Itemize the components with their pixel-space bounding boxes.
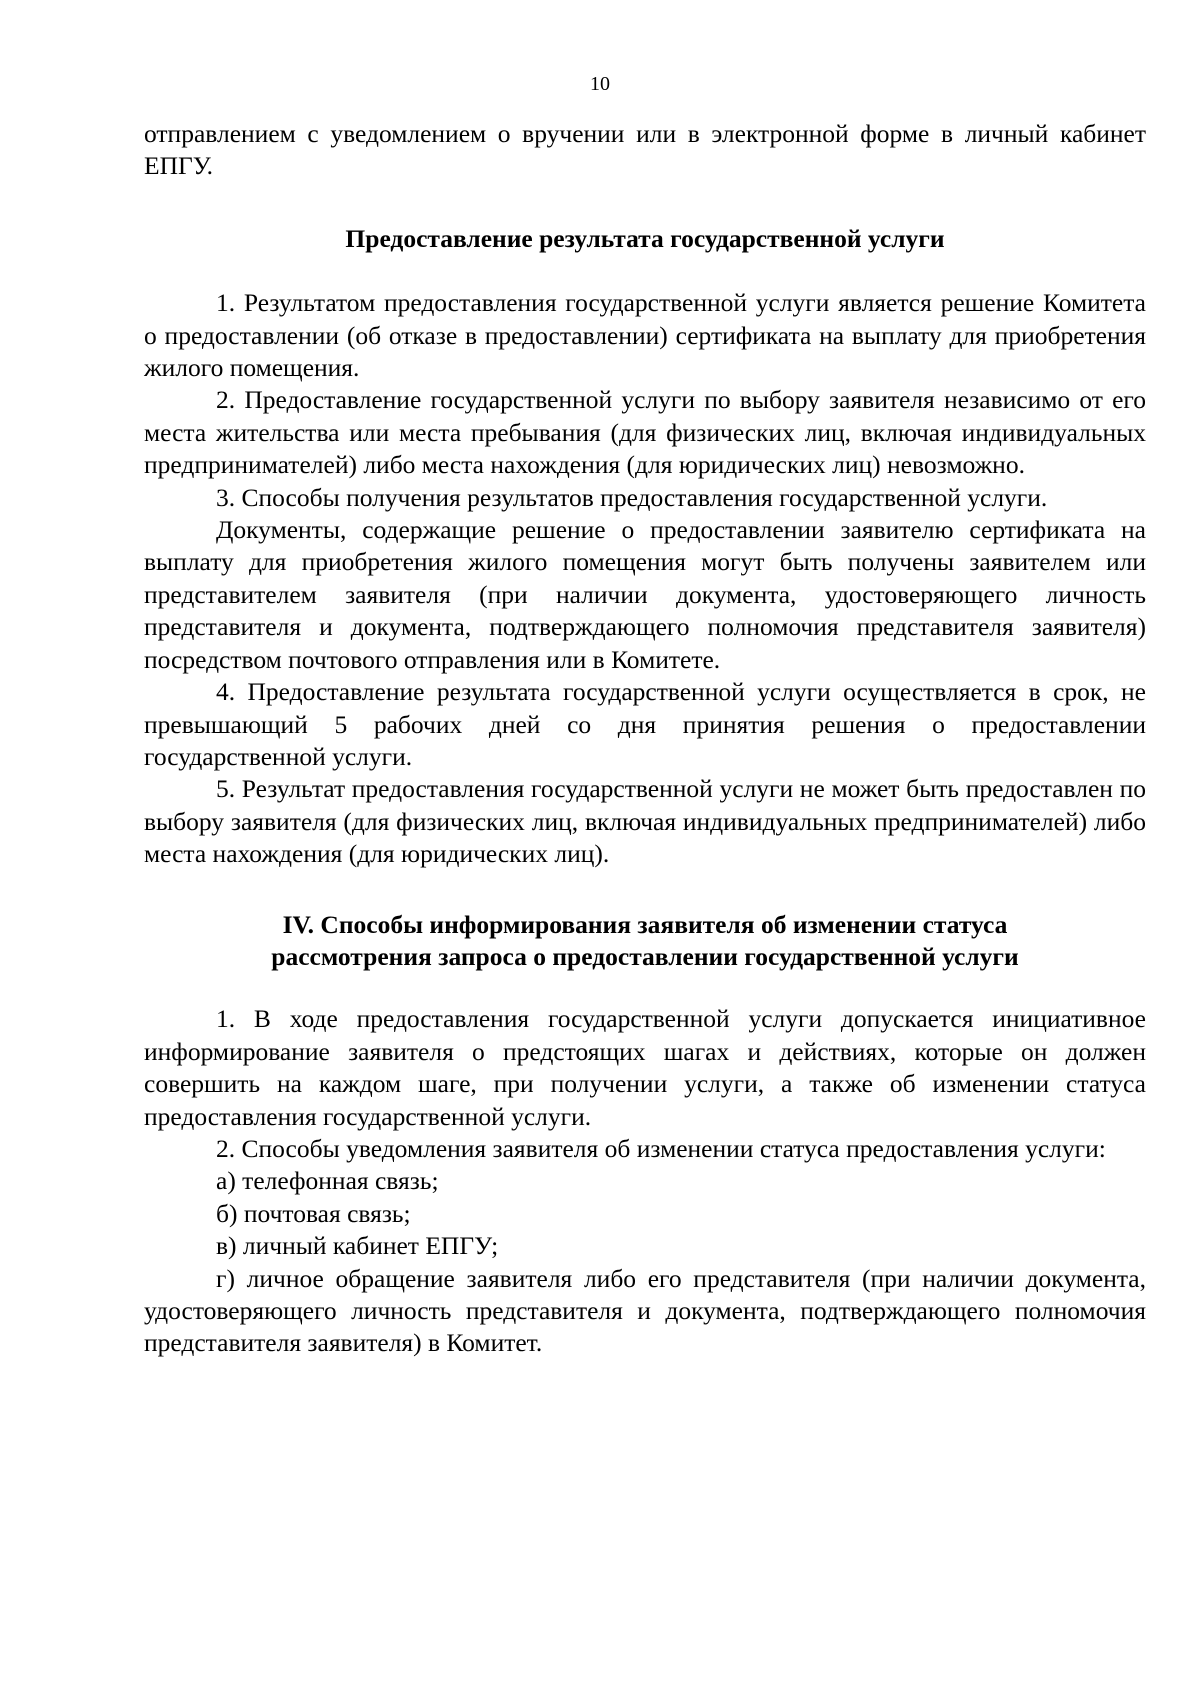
continuation-paragraph: отправлением с уведомлением о вручении или в электронной форме в личный кабинет ЕПГУ. [144, 119, 1146, 181]
section-heading-result: Предоставление результата государственной услуги [345, 223, 945, 253]
iv-paragraph-1: 1. В ходе предоставления государственной услуги допускается инициативное информирование заявителя о предстоящих шагах и действиях, которые он должен совершить на каждом шаге, при получении услуги, а также об изменении статуса предоставления государственной услуги. [144, 1004, 1146, 1131]
result-paragraph-1: 1. Результатом предоставления государственной услуги является решение Комитета о предоставлении (об отказе в предоставлении) сертификата на выплату для приобретения жилого помещения. [144, 288, 1146, 383]
result-paragraph-4: Документы, содержащие решение о предоставлении заявителю сертификата на выплату для приобретения жилого помещения могут быть получены заявителем или представителем заявителя (при наличии документа, удостоверяющего личность представителя и документа, подтверждающего полномочия представителя заявителя) посредством почтового отправления или в Комитете. [144, 515, 1146, 674]
result-paragraph-6: 5. Результат предоставления государственной услуги не может быть предоставлен по выбору заявителя (для физических лиц, включая индивидуальных предпринимателей) либо места нахождения (для юридических лиц). [144, 774, 1146, 869]
list-item-b: б) почтовая связь; [216, 1198, 411, 1228]
list-item-a: а) телефонная связь; [216, 1166, 439, 1196]
section-heading-iv-line-1: IV. Способы информирования заявителя об изменении статуса [282, 909, 1008, 939]
result-paragraph-5: 4. Предоставление результата государственной услуги осуществляется в срок, не превышающий 5 рабочих дней со дня принятия решения о предоставлении государственной услуги. [144, 677, 1146, 771]
result-paragraph-3: 3. Способы получения результатов предоставления государственной услуги. [216, 482, 1048, 512]
list-item-v: в) личный кабинет ЕПГУ; [216, 1231, 499, 1261]
result-paragraph-2: 2. Предоставление государственной услуги по выбору заявителя независимо от его места жительства или места пребывания (для физических лиц, включая индивидуальных предпринимателей) либо места нахождения (для юридических лиц) невозможно. [144, 385, 1146, 480]
page-number: 10 [590, 73, 610, 95]
list-item-g: г) личное обращение заявителя либо его представителя (при наличии документа, удостоверяющего личность представителя и документа, подтверждающего полномочия представителя заявителя) в Комитет. [144, 1263, 1146, 1358]
section-heading-iv [144, 909, 1146, 974]
document-body [144, 118, 1146, 1360]
section-heading-iv-line-2: рассмотрения запроса о предоставлении государственной услуги [271, 941, 1019, 971]
iv-paragraph-2: 2. Способы уведомления заявителя об изменении статуса предоставления услуги: [216, 1133, 1106, 1163]
